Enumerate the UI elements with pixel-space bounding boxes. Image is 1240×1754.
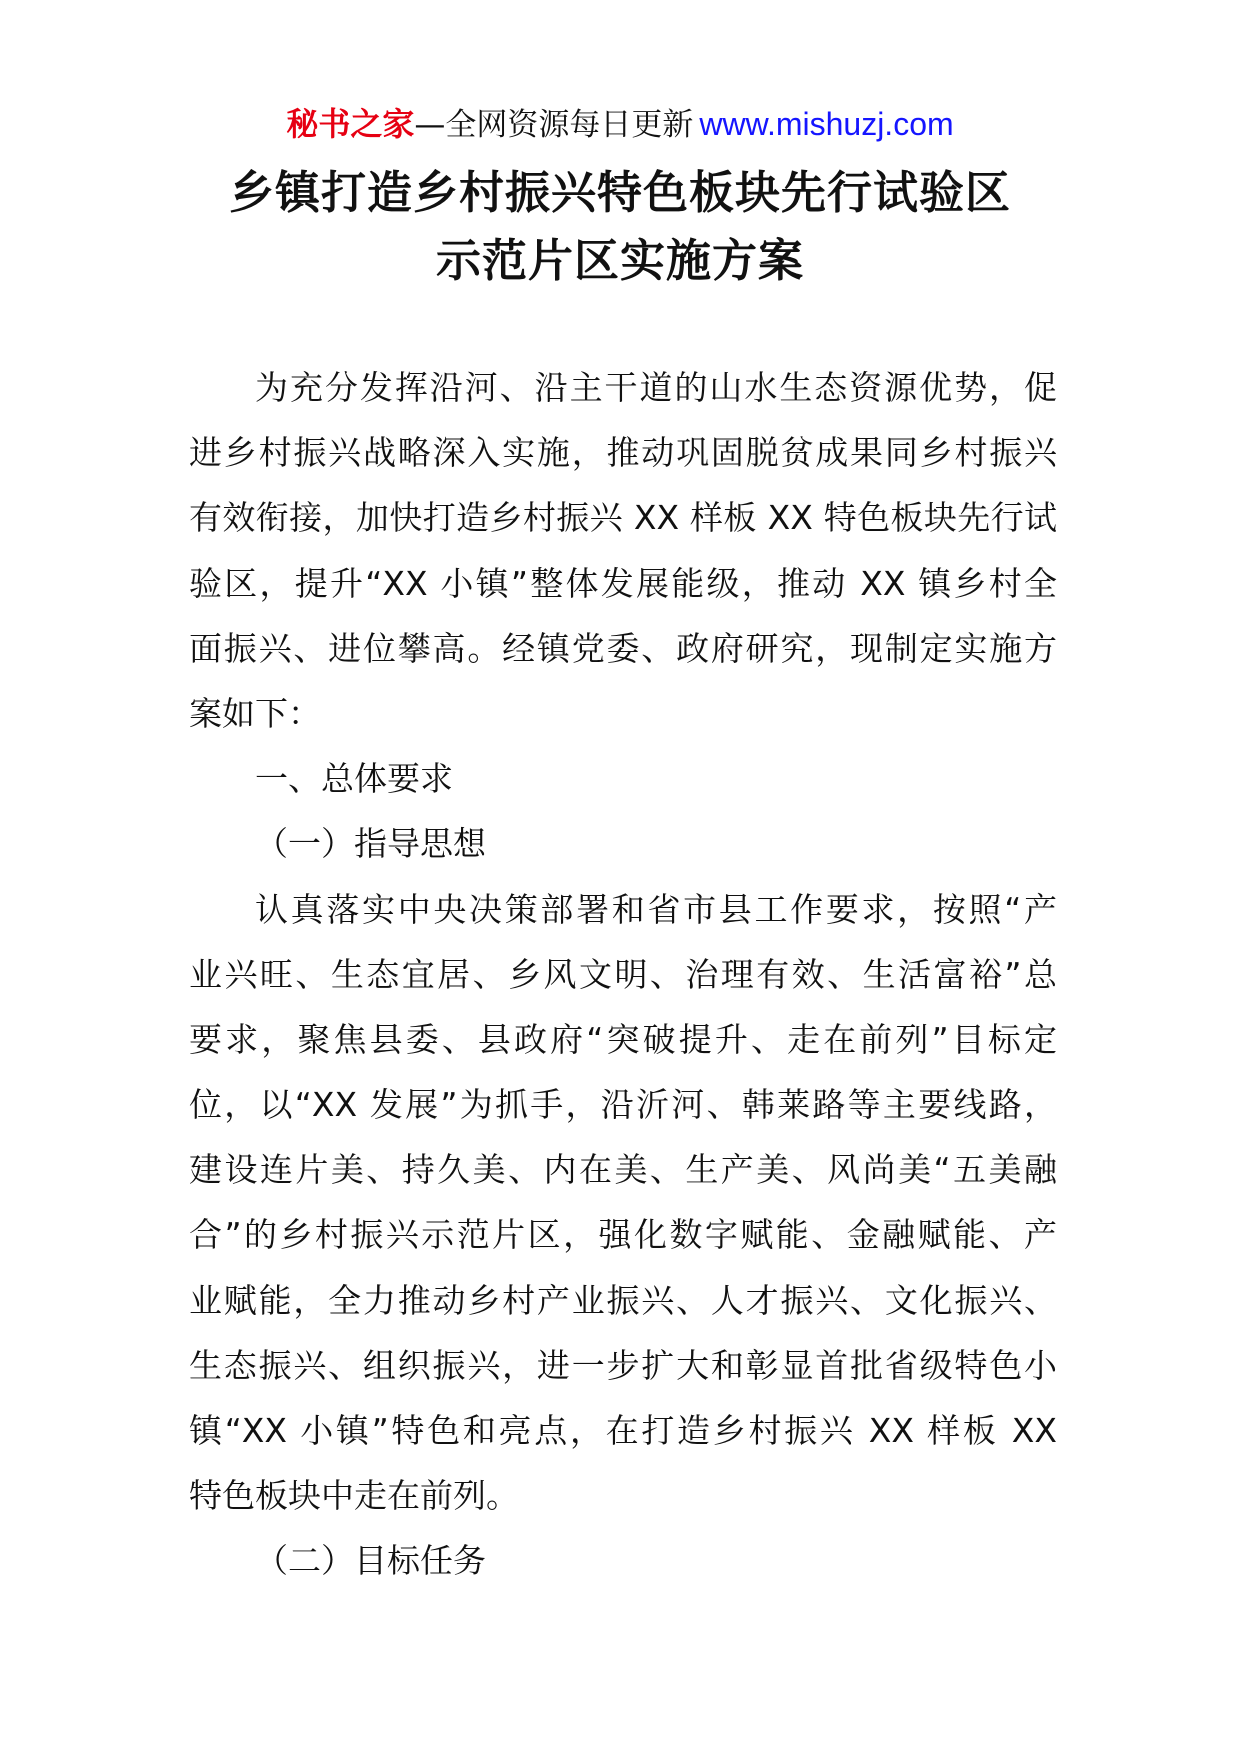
section-heading: 一、总体要求 xyxy=(255,759,453,799)
paragraph-line: 合”的乡村振兴示范片区，强化数字赋能、金融赋能、产 xyxy=(189,1215,1057,1255)
paragraph-line: 业赋能，全力推动乡村产业振兴、人才振兴、文化振兴、 xyxy=(189,1280,1057,1320)
document-title xyxy=(0,159,1240,295)
paragraph-line: 有效衔接，加快打造乡村振兴 XX 样板 XX 特色板块先行试 xyxy=(189,498,1057,538)
paragraph-line: 特色板块中走在前列。 xyxy=(189,1476,519,1516)
title-line-2: 示范片区实施方案 xyxy=(435,234,804,287)
title-line-1: 乡镇打造乡村振兴特色板块先行试验区 xyxy=(228,166,1011,219)
paragraph-line: 面振兴、进位攀高。经镇党委、政府研究，现制定实施方 xyxy=(189,628,1057,668)
paragraph-line: 位，以“XX 发展”为抓手，沿沂河、韩莱路等主要线路， xyxy=(189,1085,1057,1125)
document-body xyxy=(189,355,1057,1594)
paragraph-line: 进乡村振兴战略深入实施，推动巩固脱贫成果同乡村振兴 xyxy=(189,433,1057,473)
paragraph-line: 认真落实中央决策部署和省市县工作要求，按照“产 xyxy=(255,889,1057,929)
paragraph-line: 生态振兴、组织振兴，进一步扩大和彰显首批省级特色小 xyxy=(189,1345,1057,1385)
paragraph-line: 验区，提升“XX 小镇”整体发展能级，推动 XX 镇乡村全 xyxy=(189,563,1057,603)
paragraph-line: 建设连片美、持久美、内在美、生产美、风尚美“五美融 xyxy=(189,1150,1057,1190)
paragraph-line: 案如下： xyxy=(189,693,321,733)
subsection-heading: （二）目标任务 xyxy=(255,1541,486,1581)
intro-paragraph xyxy=(189,355,1057,746)
paragraph-line: 业兴旺、生态宜居、乡风文明、治理有效、生活富裕”总 xyxy=(189,954,1057,994)
subsection-heading: （一）指导思想 xyxy=(255,824,486,864)
paragraph-line: 要求，聚焦县委、县政府“突破提升、走在前列”目标定 xyxy=(189,1019,1057,1059)
site-banner xyxy=(0,102,1240,146)
guiding-thought-paragraph xyxy=(189,877,1057,1529)
paragraph-line: 为充分发挥沿河、沿主干道的山水生态资源优势，促 xyxy=(255,368,1057,407)
banner-slogan: —全网资源每日更新 xyxy=(414,107,694,143)
paragraph-line: 镇“XX 小镇”特色和亮点，在打造乡村振兴 XX 样板 XX xyxy=(189,1411,1057,1450)
brand-name: 秘书之家 xyxy=(286,105,415,143)
site-url-link[interactable]: www.mishuzj.com xyxy=(699,106,954,142)
